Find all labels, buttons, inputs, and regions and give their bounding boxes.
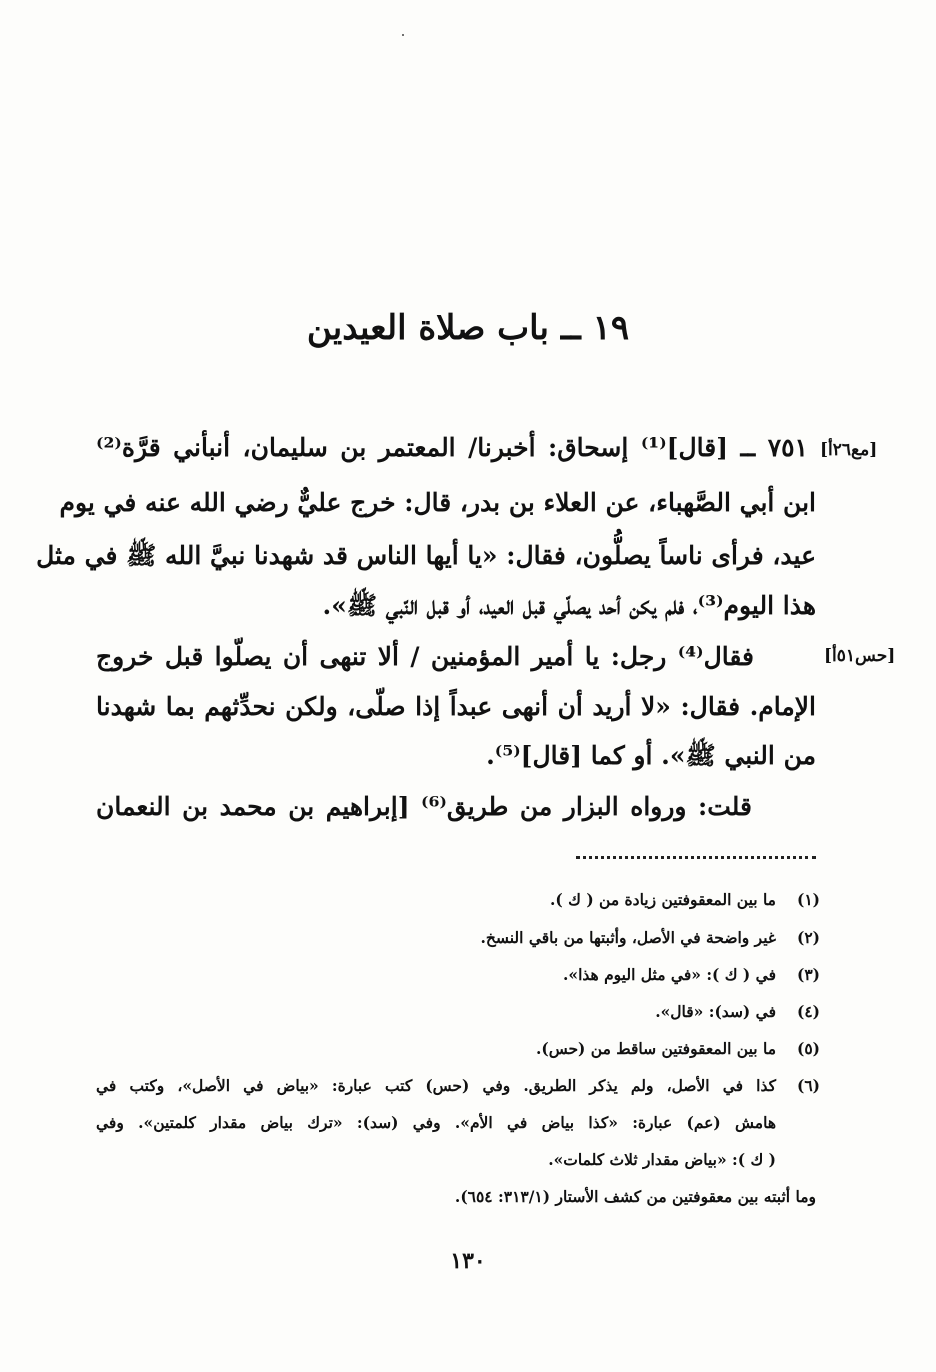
chapter-title: ١٩ ــ باب صلاة العيدين bbox=[306, 308, 630, 348]
footnote-text: ما بين المعقوفتين ساقط من (حس). bbox=[535, 1039, 776, 1058]
hadith-line-8: قلت: ورواه البزار من طريق⁽⁶⁾ [إبراهيم بن محمد بن النعمان bbox=[96, 792, 752, 821]
footnote-3 bbox=[96, 965, 820, 984]
hadith-line-6: الإمام. فقال: «لا أريد أن أنهى عبداً إذا صلّى، ولكن نحدِّثهم بما شهدنا bbox=[96, 692, 816, 721]
footnote-number: (٥) bbox=[796, 1039, 820, 1058]
footnote-separator bbox=[576, 856, 816, 859]
footnote-6-line-3: ( ك ): «بياض مقدار ثلاث كلمات». bbox=[548, 1150, 776, 1169]
footnote-1 bbox=[96, 890, 820, 909]
hadith-line-1: ٧٥١ ــ [قال]⁽¹⁾ إسحاق: أخبرنا/ المعتمر بن سليمان، أنبأني قرَّة⁽²⁾ bbox=[96, 433, 808, 462]
footnote-text: في ( ك ): «في مثل اليوم هذا». bbox=[562, 965, 776, 984]
footnote-text: في (سد): «قال». bbox=[655, 1002, 776, 1021]
footnote-number: (٣) bbox=[796, 965, 820, 984]
footnote-2 bbox=[96, 928, 820, 947]
margin-ref-2: [حس٥١أ] bbox=[824, 646, 896, 666]
page-number: ١٣٠ bbox=[450, 1248, 486, 1274]
hadith-line-7: من النبي ﷺ». أو كما [قال]⁽⁵⁾. bbox=[486, 741, 816, 770]
footnote-number: (٢) bbox=[796, 928, 820, 947]
footnote-text: كذا في الأصل، ولم يذكر الطريق. وفي (حس) كتب عبارة: «بياض في الأصل»، وكتب في bbox=[96, 1076, 776, 1095]
footnote-number: (١) bbox=[796, 890, 820, 909]
footnote-6-line-4: وما أثبته بين معقوفتين من كشف الأستار (٣١٣/١: ٦٥٤). bbox=[454, 1187, 816, 1206]
footnote-5 bbox=[96, 1039, 820, 1058]
footnote-4 bbox=[96, 1002, 820, 1021]
footnote-6 bbox=[96, 1076, 820, 1095]
footnote-number: (٦) bbox=[796, 1076, 820, 1095]
hadith-line-5: فقال⁽⁴⁾ رجل: يا أمير المؤمنين / ألا تنهى أن يصلّوا قبل خروج bbox=[96, 642, 754, 671]
footnote-6-line-2: هامش (عم) عبارة: «كذا بياض في الأم». وفي (سد): «ترك بياض مقدار كلمتين». وفي bbox=[96, 1113, 776, 1132]
hadith-line-3: عيد، فرأى ناساً يصلُّون، فقال: «يا أيها الناس قد شهدنا نبيَّ الله ﷺ في مثل bbox=[36, 541, 816, 570]
footnote-number: (٤) bbox=[796, 1002, 820, 1021]
footnote-text: ما بين المعقوفتين زيادة من ( ك ). bbox=[550, 890, 776, 909]
hadith-line-4: هذا اليوم⁽³⁾، فلم يكن أحد يصلّي قبل العيد، أو قبل النّبي ﷺ». bbox=[322, 591, 816, 620]
page-speck bbox=[402, 34, 404, 36]
hadith-line-2: ابن أبي الصَّهباء، عن العلاء بن بدر، قال: خرج عليٌّ رضي الله عنه في يوم bbox=[59, 488, 816, 517]
margin-ref-1: [مع٢٦أ] bbox=[820, 440, 878, 460]
footnote-text: غير واضحة في الأصل، وأثبتها من باقي النسخ. bbox=[480, 928, 776, 947]
